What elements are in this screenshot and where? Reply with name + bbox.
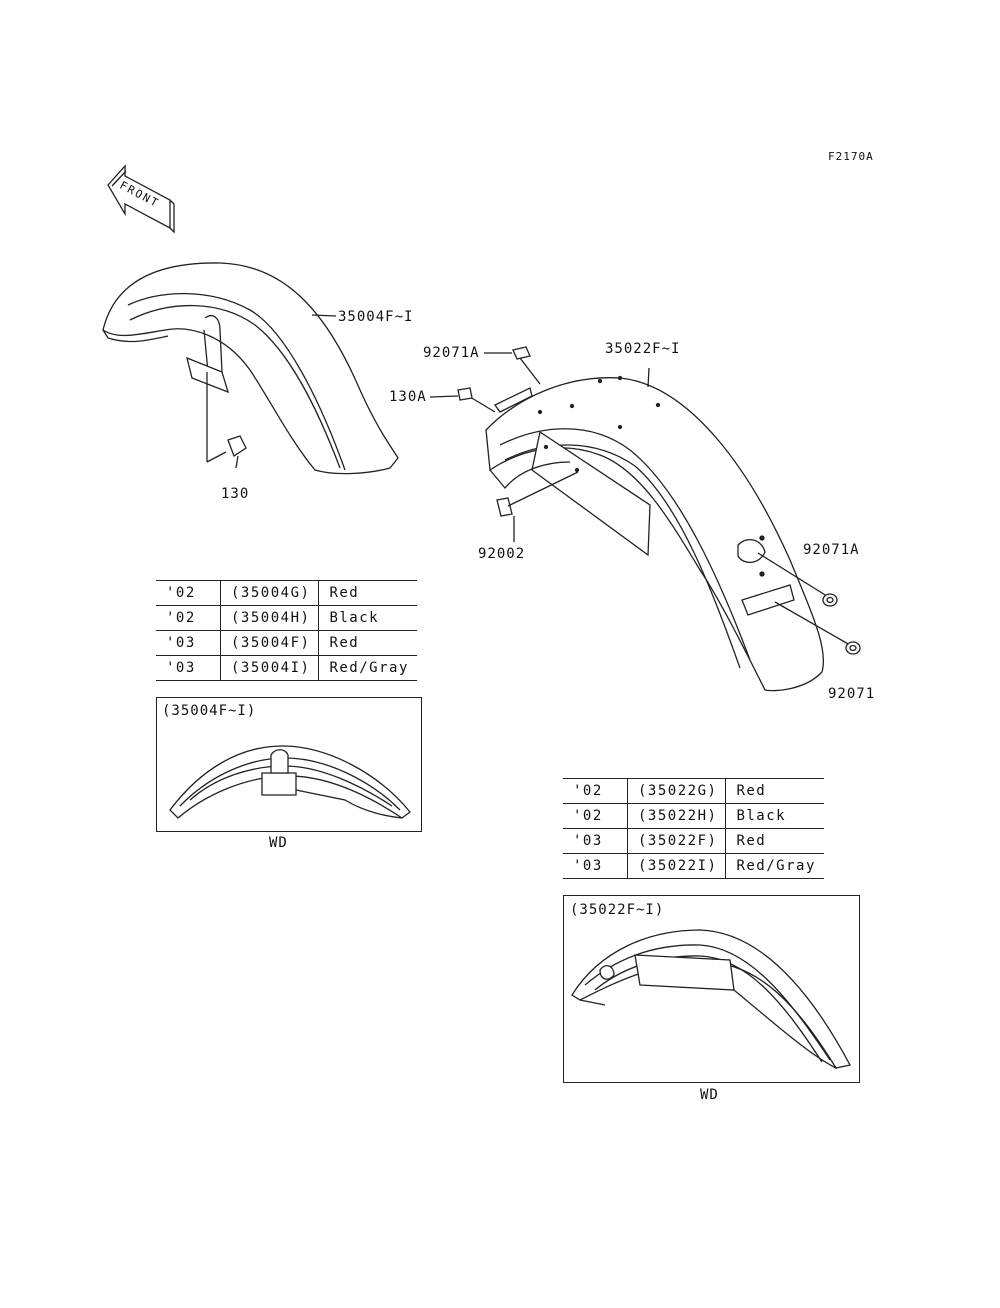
table-row: '02 (35022H) Black	[563, 804, 824, 829]
callout-bolt-top: 130A	[389, 389, 427, 405]
table-row: '03 (35022F) Red	[563, 829, 824, 854]
diagram-code: F2170A	[828, 150, 874, 163]
table-row: '03 (35004F) Red	[156, 631, 417, 656]
rear-wd-caption: WD	[700, 1087, 719, 1103]
front-wd-box-title: (35004F~I)	[162, 703, 257, 719]
callout-nut-right-a: 92071A	[803, 542, 860, 558]
callout-bolt-side: 92002	[478, 546, 526, 562]
table-row: '03 (35022I) Red/Gray	[563, 854, 824, 879]
callout-front-bolt: 130	[221, 486, 250, 502]
front-fender-drawing	[103, 263, 398, 474]
table-row: '03 (35004I) Red/Gray	[156, 656, 417, 681]
rear-wd-box-title: (35022F~I)	[570, 902, 665, 918]
callout-nut-right: 92071	[828, 686, 876, 702]
front-arrow-label: FRONT	[117, 178, 162, 211]
table-row: '02 (35004G) Red	[156, 581, 417, 606]
rear-fender-variant-table	[563, 778, 824, 879]
table-row: '02 (35004H) Black	[156, 606, 417, 631]
front-wd-caption: WD	[269, 835, 288, 851]
callout-front-fender: 35004F~I	[338, 309, 414, 325]
callout-rear-fender: 35022F~I	[605, 341, 681, 357]
callout-nut-top: 92071A	[423, 345, 480, 361]
table-row: '02 (35022G) Red	[563, 779, 824, 804]
front-fender-variant-table	[156, 580, 417, 681]
rear-fender-drawing	[470, 358, 850, 691]
rear-wd-box	[563, 895, 860, 1083]
